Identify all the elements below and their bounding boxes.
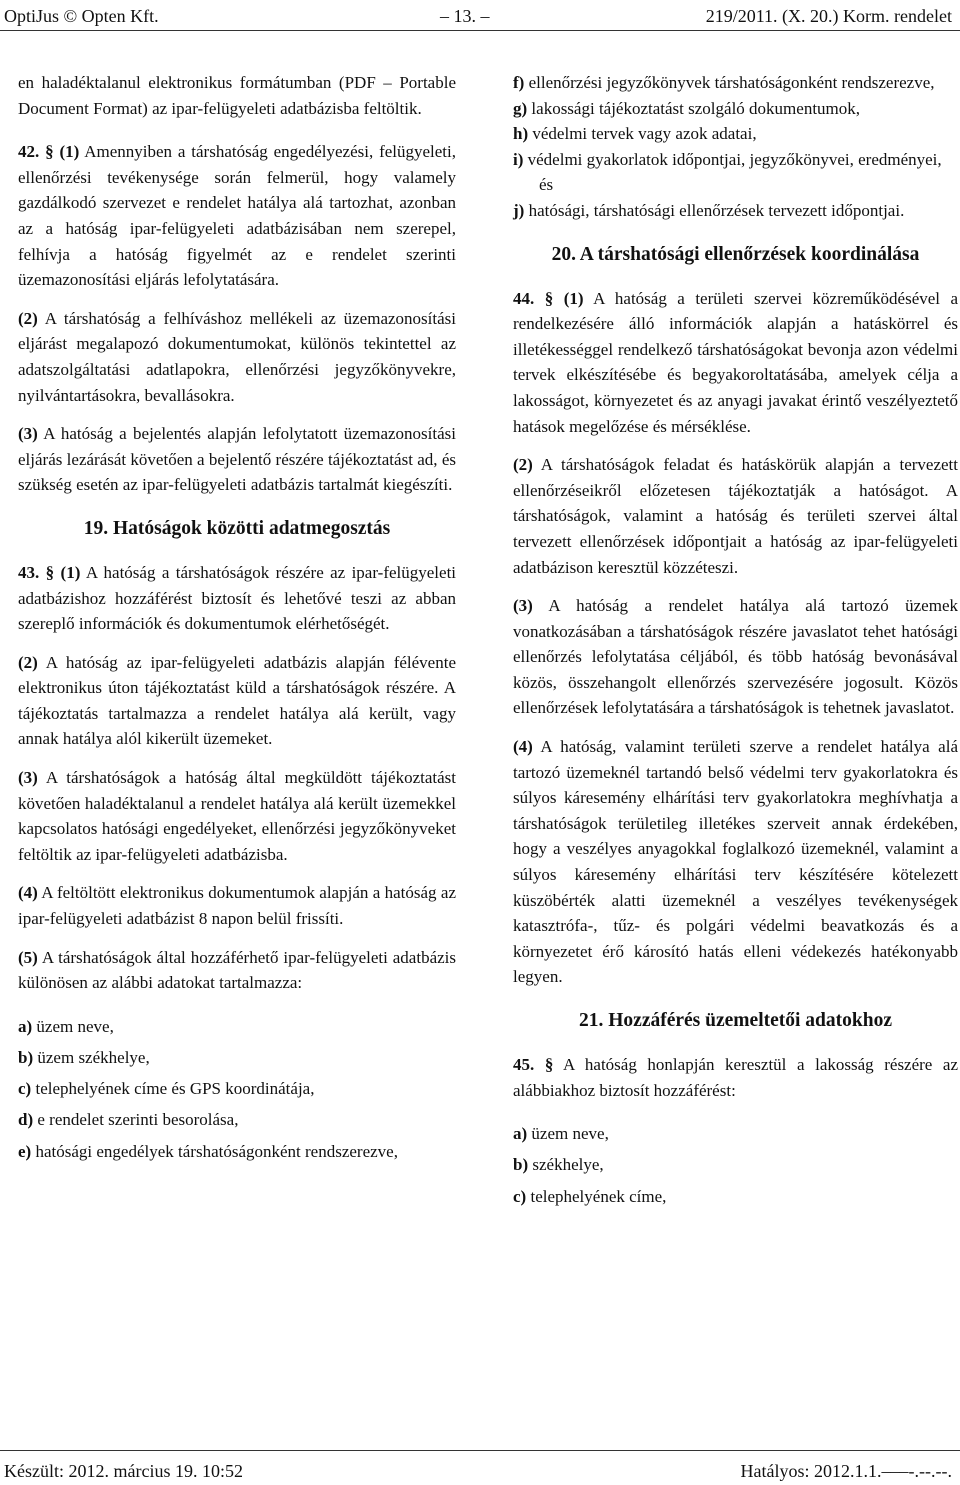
page-header <box>0 0 960 30</box>
section-43-para-5: (5) A társhatóságok által hozzáférhető ipar-felügyeleti adatbázis különösen az alábbi adatokat tartalmazza: <box>18 947 457 993</box>
section-44-para-4: (4) A hatóság, valamint területi szerve a rendelet hatálya alá tartozó üzemeknél tartandó belső védelmi terv gyakorlatokra és súlyos káresemény elhárítási terv gyakorlatokra meghívhatja a társhatóságok területileg illetékes szerveit annak érdekében, hogy a veszélyes anyagokkal foglalkozó üzemeknél, valamint a súlyos káresemény elhárítási terv készítésére kötelezett küszöbérték alatti üzemeknél a veszélyes tevékenységek katasztrófa-, tűz- és polgári védelmi beavatkozás és a környezetet érő károsító hatás elleni védekezés hatékonyabb legyen. <box>513 737 958 987</box>
section-42-number: 42. § <box>18 142 54 162</box>
section-44-para-3: (3) A hatóság a rendelet hatálya alá tartozó üzemek vonatkozásában a társhatóságok részére javaslatot tehet hatósági ellenőrzés lefolytatása céljából, és több hatóság bevonásával közös, összehangolt ellenőrzés szervezésére jogosult. Közös ellenőrzések lefolytatására a társhatóságok is tehetnek javaslatot. <box>513 596 958 718</box>
list-item: a) üzem neve, <box>18 1016 114 1036</box>
list-item: c) telephelyének címe és GPS koordinátája, <box>18 1079 315 1099</box>
header-document-title: 219/2011. (X. 20.) Korm. rendelet <box>705 6 952 26</box>
heading-20: 20. A társhatósági ellenőrzések koordinálása <box>551 243 920 265</box>
page-footer <box>0 1450 960 1484</box>
section-43-para-1: 43. § (1) A hatóság a társhatóságok részére az ipar-felügyeleti adatbázishoz hozzáférést biztosít és lehetővé teszi az abban szereplő információk és dokumentumok elérhetőségét. <box>18 562 457 634</box>
right-column <box>513 70 958 1222</box>
left-column <box>18 70 456 1177</box>
section-45-para: 45. § A hatóság honlapján keresztül a lakosság részére az alábbiakhoz biztosít hozzáférést: <box>513 1055 959 1100</box>
header-publisher: OptiJus © Opten Kft. <box>4 6 159 26</box>
section-42-para-2: (2) A társhatóság a felhíváshoz mellékeli az üzemazonosítási eljárást megalapozó dokumentumokat, különös tekintettel az adatszolgáltatási adatlapokra, ellenőrzési jegyzőkönyvekre, nyilvántartásokra, bevallásokra. <box>18 308 456 405</box>
list-item: i) védelmi gyakorlatok időpontjai, jegyzőkönyvei, eredményei, és <box>513 149 942 195</box>
header-page-number: – 13. – <box>440 6 490 26</box>
list-item: d) e rendelet szerinti besorolása, <box>18 1110 239 1130</box>
section-45-number: 45. § <box>513 1055 554 1074</box>
section-43-para-3: (3) A társhatóságok a hatóság által megküldött tájékoztatást követően haladéktalanul a rendelet hatálya alá került üzemekkel kapcsolatos hatósági engedélyeket, ellenőrzési jegyzőkönyveket feltöltik az ipar-felügyeleti adatbázisba. <box>18 768 457 864</box>
heading-19: 19. Hatóságok közötti adatmegosztás <box>83 517 391 539</box>
section-42-para-3: (3) A hatóság a bejelentés alapján lefolytatott üzemazonosítási eljárás lezárását követően a bejelentő részére tájékoztatást ad, és szükség esetén az ipar-felügyeleti adatbázis tartalmát kiegészíti. <box>18 424 456 495</box>
section-43-number: 43. § <box>18 562 55 582</box>
section-42-para-1: 42. § (1) Amennyiben a társhatóság engedélyezési, felügyeleti, ellenőrzési tevékenysége során felmerül, hogy valamely gazdálkodó szervezet e rendelet hatálya alá tartozhat, azonban az a hatóság ipar-felügyeleti adatbázisában nem szerepel, felhívja a hatóság figyelmét az e rendelet szerinti üzemazonosítási eljárás lefolytatására. <box>18 142 457 290</box>
list-item: h) védelmi tervek vagy azok adatai, <box>513 124 757 144</box>
list-item: c) telephelyének címe, <box>513 1186 667 1206</box>
continued-paragraph: en haladéktalanul elektronikus formátumban (PDF – Portable Document Format) az ipar-felügyeleti adatbázisba feltöltik. <box>18 73 456 118</box>
footer-created: Készült: 2012. március 19. 10:52 <box>4 1461 243 1481</box>
section-43-para-2: (2) A hatóság az ipar-felügyeleti adatbázis alapján félévente elektronikus úton tájékoztatást küld a társhatóságok részére. A tájékoztatás tartalmazza a rendelet hatálya alá került, vagy annak hatálya alól kikerült üzemeket. <box>18 652 456 749</box>
section-44-para-1: 44. § (1) A hatóság a területi szervei közreműködésével a rendelkezésére álló információk alapján a hatáskörrel és illetékességgel rendelkező társhatóságokat bevonja azon védelmi tervek elkészítésébe és begyakoroltatásába, amelyek célja a lakosságot, környezetet és az anyagi javakat érintő veszélyeztető hatások megelőzése és mérséklése. <box>513 288 959 436</box>
list-item: g) lakossági tájékoztatást szolgáló dokumentumok, <box>513 98 861 118</box>
list-item: b) székhelye, <box>513 1155 604 1175</box>
header-divider <box>0 30 960 31</box>
heading-21: 21. Hozzáférés üzemeltetői adatokhoz <box>579 1010 892 1031</box>
list-item: b) üzem székhelye, <box>18 1048 150 1067</box>
section-43-list <box>18 1014 456 1164</box>
footer-effective: Hatályos: 2012.1.1.–––-.--.--. <box>740 1461 952 1481</box>
section-44-para-2: (2) A társhatóságok feladat és hatáskörük alapján a tervezett ellenőrzéseikről előzetesen tájékoztatják a hatóságot. A társhatóságok, valamint a hatóság és területi szervei által tervezett ellenőrzések időpontjait a hatóság az ipar-felügyeleti adatbázison keresztül közzéteszi. <box>513 455 959 577</box>
list-item: a) üzem neve, <box>513 1124 609 1144</box>
list-item: j) hatósági, társhatósági ellenőrzések tervezett időpontjai. <box>513 200 905 220</box>
section-45-list <box>513 1121 958 1209</box>
continued-list <box>513 70 958 224</box>
list-item: e) hatósági engedélyek társhatóságonként rendszerezve, <box>18 1141 398 1161</box>
list-item: f) ellenőrzési jegyzőkönyvek társhatóságonként rendszerezve, <box>513 73 935 92</box>
section-44-number: 44. § <box>513 288 554 308</box>
section-43-para-4: (4) A feltöltött elektronikus dokumentumok alapján a hatóság az ipar-felügyeleti adatbázist 8 napon belül frissíti. <box>18 883 456 929</box>
